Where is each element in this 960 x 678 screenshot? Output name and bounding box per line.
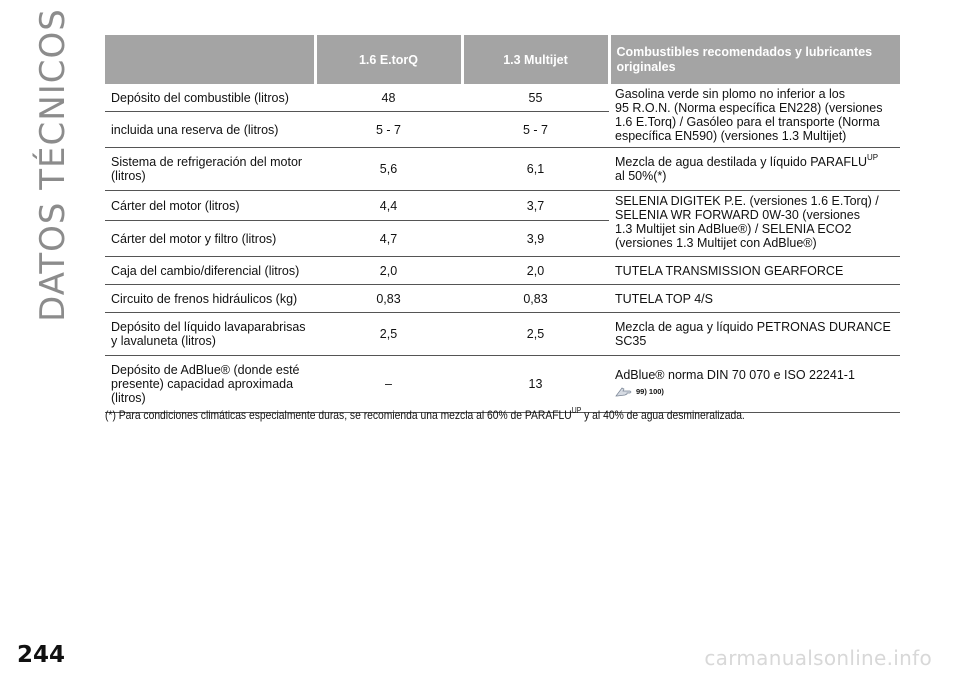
value-1-3: 6,1 [462, 148, 609, 191]
value-1-3: 2,0 [462, 257, 609, 285]
specifications-table [105, 35, 900, 413]
row-label-reserve: incluida una reserva de (litros) [105, 112, 315, 148]
row-label-adblue: Depósito de AdBlue® (donde esté presente) capacidad aproximada (litros) [105, 356, 315, 413]
value-1-6: 2,0 [315, 257, 462, 285]
section-title-vertical [18, 8, 88, 322]
table-row [105, 285, 900, 313]
warning-reference-numbers: 99) 100) [636, 386, 664, 396]
value-1-3: 3,7 [462, 191, 609, 221]
value-1-6: 0,83 [315, 285, 462, 313]
value-1-6: 2,5 [315, 313, 462, 356]
page-number: 244 [17, 642, 66, 668]
row-label-sump-filter: Cárter del motor y filtro (litros) [105, 221, 315, 257]
value-1-3: 13 [462, 356, 609, 413]
row-label-engine-sump: Cárter del motor (litros) [105, 191, 315, 221]
row-label-brakes: Circuito de frenos hidráulicos (kg) [105, 285, 315, 313]
warning-hand-icon [615, 386, 633, 397]
value-1-6: 5,6 [315, 148, 462, 191]
value-1-3: 0,83 [462, 285, 609, 313]
row-label-fuel-tank: Depósito del combustible (litros) [105, 84, 315, 112]
warning-reference [615, 385, 664, 399]
header-1-6-etorq: 1.6 E.torQ [315, 35, 462, 84]
value-1-6: 48 [315, 84, 462, 112]
value-1-3: 2,5 [462, 313, 609, 356]
table-row [105, 191, 900, 221]
value-1-6: 4,4 [315, 191, 462, 221]
table-row [105, 356, 900, 413]
value-1-6: 5 - 7 [315, 112, 462, 148]
table-row [105, 84, 900, 112]
recommended-fuel: Gasolina verde sin plomo no inferior a los 95 R.O.N. (Norma específica EN228) (versiones 1.6 E.Torq) / Gasóleo para el transporte (Norma específica EN590) (versiones 1.3 Multijet) [609, 84, 900, 148]
row-label-cooling: Sistema de refrigeración del motor (litros) [105, 148, 315, 191]
table-footnote: (*) Para condiciones climáticas especialmente duras, se recomienda una mezcla al 60% de $PARAFLU^{UP}$ y al 40% de agua desmineralizada. [105, 406, 745, 422]
value-1-6: – [315, 356, 462, 413]
row-label-gearbox: Caja del cambio/diferencial (litros) [105, 257, 315, 285]
recommended-coolant: Mezcla de agua destilada y líquido $PARAFLU^{UP}$ al 50%(*) [609, 148, 900, 191]
header-recommended: Combustibles recomendados y lubricantes originales [609, 35, 900, 84]
section-title: DATOS TÉCNICOS [33, 8, 73, 322]
table-row [105, 313, 900, 356]
table-row [105, 257, 900, 285]
recommended-engine-oil: SELENIA DIGITEK P.E. (versiones 1.6 E.Torq) / SELENIA WR FORWARD 0W-30 (versiones 1.3 Multijet sin AdBlue®) / SELENIA ECO2 (versiones 1.3 Multijet con AdBlue®) [609, 191, 900, 257]
table-row [105, 148, 900, 191]
value-1-3: 5 - 7 [462, 112, 609, 148]
watermark: carmanualsonline.info [704, 646, 932, 670]
value-1-3: 55 [462, 84, 609, 112]
header-empty [105, 35, 315, 84]
header-1-3-multijet: 1.3 Multijet [462, 35, 609, 84]
recommended-brake-fluid: TUTELA TOP 4/S [609, 285, 900, 313]
table-header-row [105, 35, 900, 84]
row-label-washer: Depósito del líquido lavaparabrisas y lavaluneta (litros) [105, 313, 315, 356]
value-1-6: 4,7 [315, 221, 462, 257]
recommended-adblue: AdBlue® norma DIN 70 070 e ISO 22241-1 99) 100) [609, 356, 900, 413]
recommended-washer-fluid: Mezcla de agua y líquido PETRONAS DURANCE SC35 [609, 313, 900, 356]
recommended-gearbox-oil: TUTELA TRANSMISSION GEARFORCE [609, 257, 900, 285]
value-1-3: 3,9 [462, 221, 609, 257]
